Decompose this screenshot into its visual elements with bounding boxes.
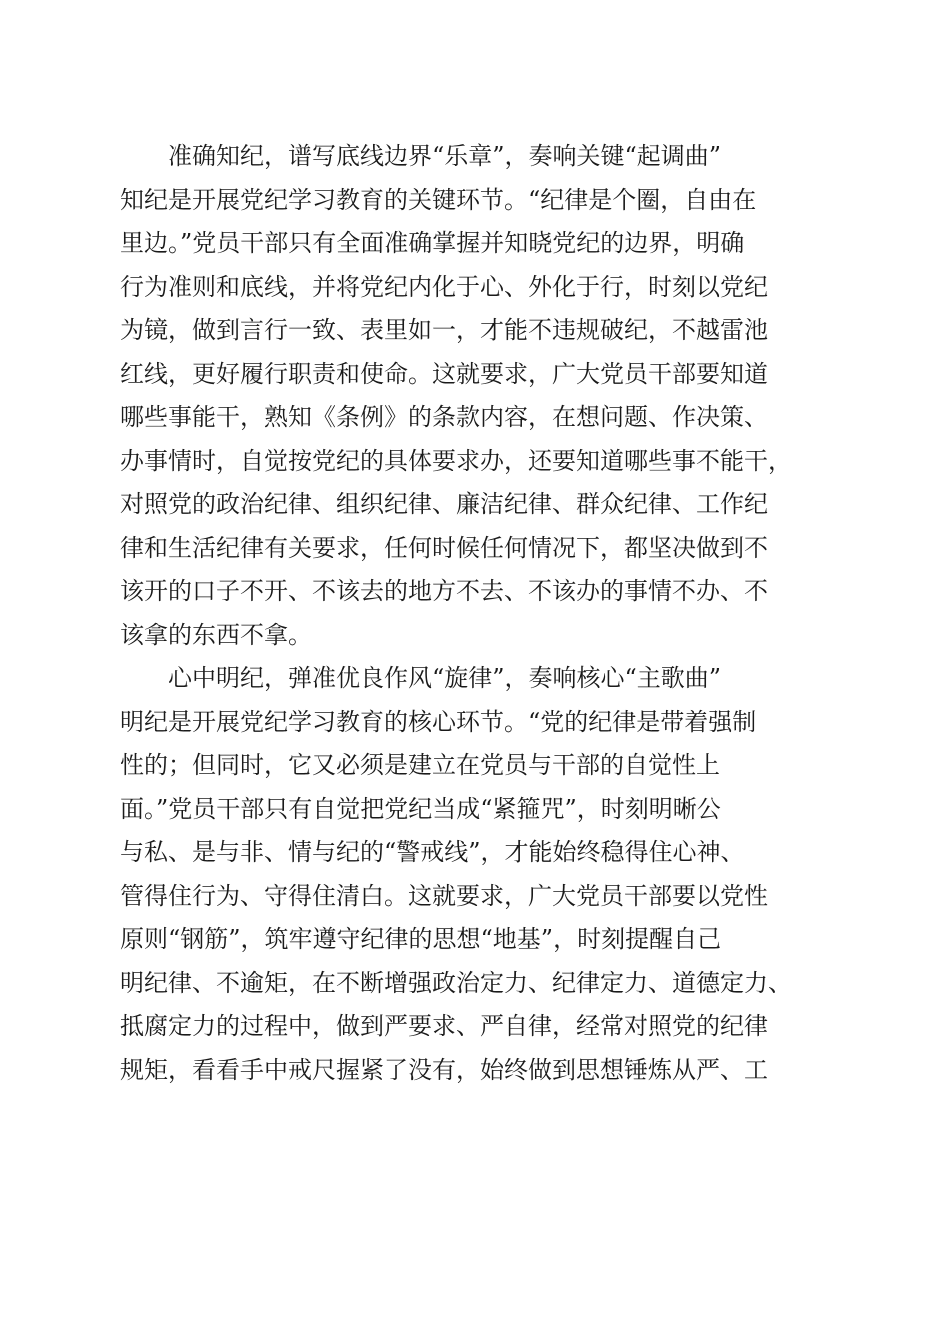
document-body <box>120 135 850 1092</box>
text-line: 行为准则和底线，并将党纪内化于心、外化于行，时刻以党纪 <box>120 272 768 301</box>
section-heading: 准确知纪，谱写底线边界“乐章”，奏响关键“起调曲” <box>168 142 722 170</box>
section-1 <box>120 135 850 657</box>
text-line: 面。”党员干部只有自觉把党纪当成“紧箍咒”，时刻明晰公 <box>120 794 721 823</box>
text-line: 规矩，看看手中戒尺握紧了没有，始终做到思想锤炼从严、工 <box>120 1055 768 1084</box>
text-line: 里边。”党员干部只有全面准确掌握并知晓党纪的边界，明确 <box>120 229 745 257</box>
text-line: 红线，更好履行职责和使命。这就要求，广大党员干部要知道 <box>120 359 768 388</box>
text-line: 为镜，做到言行一致、表里如一，才能不违规破纪，不越雷池 <box>120 316 768 344</box>
text-line: 明纪律、不逾矩，在不断增强政治定力、纪律定力、道德定力、 <box>120 968 792 997</box>
text-line: 律和生活纪律有关要求，任何时候任何情况下，都坚决做到不 <box>120 533 768 562</box>
section-2 <box>120 657 850 1092</box>
text-line: 该拿的东西不拿。 <box>120 620 312 649</box>
text-line: 性的；但同时，它又必须是建立在党员与干部的自觉性上 <box>120 751 720 779</box>
text-line: 原则“钢筋”，筑牢遵守纪律的思想“地基”，时刻提醒自己 <box>120 925 722 953</box>
text-line: 哪些事能干，熟知《条例》的条款内容，在想问题、作决策、 <box>120 403 768 431</box>
text-line: 与私、是与非、情与纪的“警戒线”，才能始终稳得住心神、 <box>120 838 745 866</box>
section-heading: 心中明纪，弹准优良作风“旋律”，奏响核心“主歌曲” <box>168 664 722 692</box>
text-line: 知纪是开展党纪学习教育的关键环节。“纪律是个圈，自由在 <box>120 185 757 214</box>
text-line: 该开的口子不开、不该去的地方不去、不该办的事情不办、不 <box>120 577 768 605</box>
text-line: 管得住行为、守得住清白。这就要求，广大党员干部要以党性 <box>120 881 768 910</box>
text-line: 抵腐定力的过程中，做到严要求、严自律，经常对照党的纪律 <box>120 1012 768 1040</box>
text-line: 对照党的政治纪律、组织纪律、廉洁纪律、群众纪律、工作纪 <box>120 490 768 518</box>
text-line: 办事情时，自觉按党纪的具体要求办，还要知道哪些事不能干， <box>120 446 792 475</box>
text-line: 明纪是开展党纪学习教育的核心环节。“党的纪律是带着强制 <box>120 707 757 736</box>
